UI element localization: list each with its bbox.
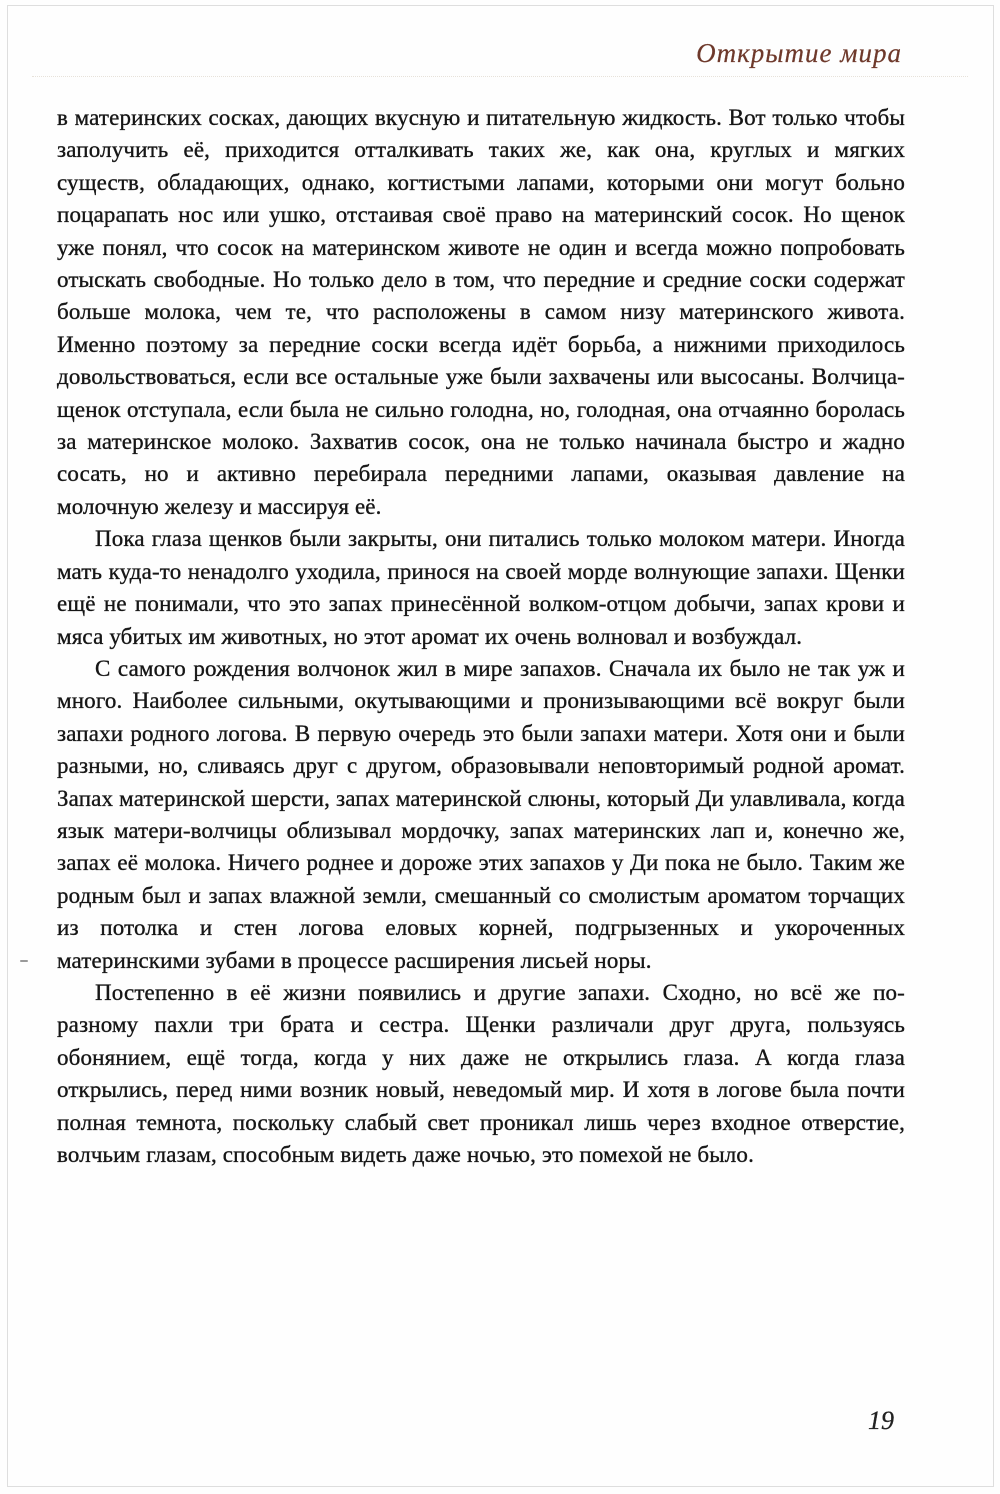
scan-artifact-dash [20, 960, 28, 962]
paragraph-1: в материнских сосках, дающих вкусную и питательную жидкость. Вот только чтобы заполучить её, приходится отталкивать таких же, как она, круглых и мягких существ, обладающих, однако, когтистыми лапами, которыми они могут больно поцарапать нос или ушко, отстаивая своё право на материнский сосок. Но щенок уже понял, что сосок на материнском животе не один и всегда можно попробовать отыскать свободные. Но только дело в том, что передние и средние соски содержат больше молока, чем те, что расположены в самом низу материнского живота. Именно поэтому за передние соски всегда идёт борьба, а нижними приходилось довольствоваться, если все остальные уже были захвачены или высосаны. Волчица-щенок отступала, если была не сильно голодна, но, голодная, она отчаянно боролась за материнское молоко. Захватив сосок, она не только начинала быстро и жадно сосать, но и активно перебирала передними лапами, оказывая давление на молочную железу и массируя её. [57, 105, 905, 519]
body-text [57, 102, 905, 1171]
header-rule [32, 76, 968, 77]
paragraph-3: С самого рождения волчонок жил в мире запахов. Сначала их было не так уж и много. Наиболее сильными, окутывающими и пронизывающими всё вокруг были запахи родного логова. В первую очередь это были запахи матери. Хотя они и были разными, но, сливаясь друг с другом, образовывали неповторимый родной аромат. Запах материнской шерсти, запах материнской слюны, который Ди улавливала, когда язык матери-волчицы облизывал мордочку, запах материнских лап и, конечно же, запах её молока. Ничего роднее и дороже этих запахов у Ди пока не было. Таким же родным был и запах влажной земли, смешанный со смолистым ароматом торчащих из потолка и стен логова еловых корней, подгрызенных и укороченных материнскими зубами в процессе расширения лисьей норы. [57, 655, 905, 973]
page-number: 19 [868, 1406, 894, 1435]
paragraph-2: Пока глаза щенков были закрыты, они питались только молоком матери. Иногда мать куда-то ненадолго уходила, принося на своей морде волнующие запахи. Щенки ещё не понимали, что это запах принесённой волком-отцом добычи, запах крови и мяса убитых им животных, но этот аромат их очень волновал и возбуждал. [57, 526, 905, 649]
paragraph-4: Постепенно в её жизни появились и другие запахи. Сходно, но всё же по-разному пахли три брата и сестра. Щенки различали друг друга, пользуясь обонянием, ещё тогда, когда у них даже не открылись глаза. А когда глаза открылись, перед ними возник новый, неведомый мир. И хотя в логове была почти полная темнота, поскольку слабый свет проникал лишь через входное отверстие, волчьим глазам, способным видеть даже ночью, это помехой не было. [57, 979, 905, 1167]
running-header-title: Открытие мира [696, 38, 902, 68]
